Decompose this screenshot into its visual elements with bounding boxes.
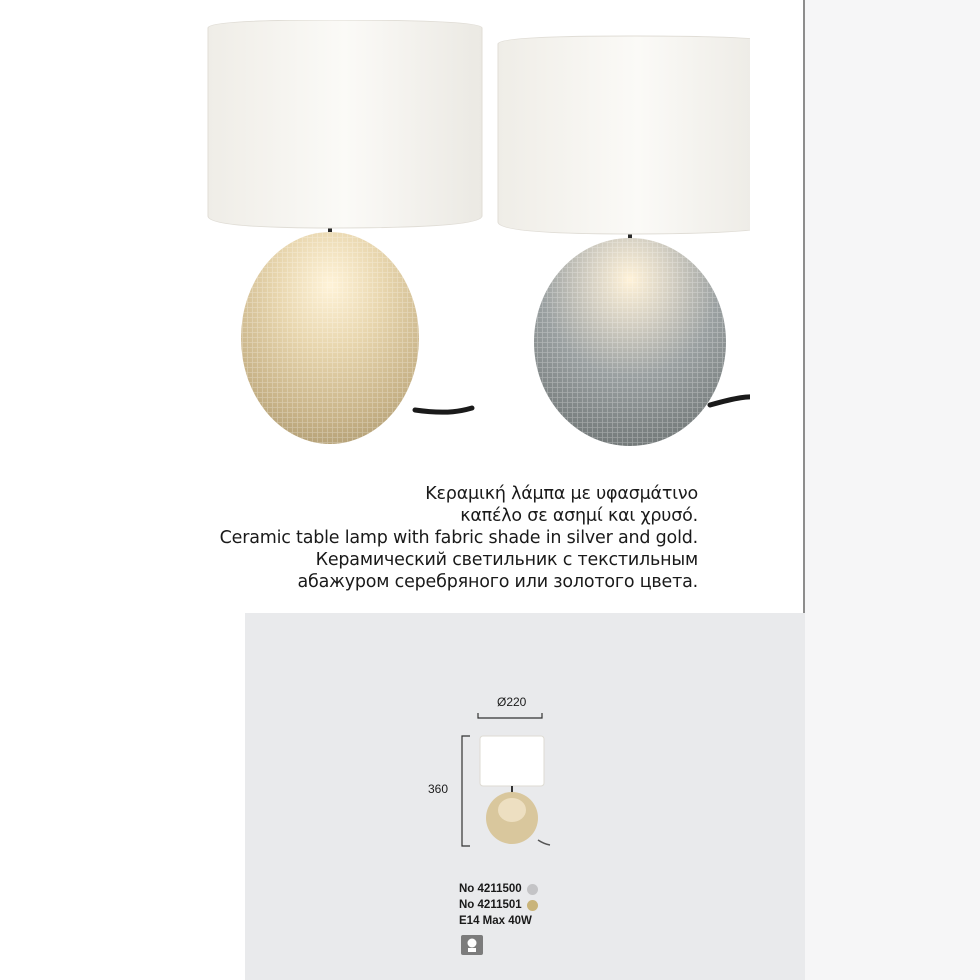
mini-lamp-shade — [480, 736, 544, 786]
mini-lamp-cable — [538, 840, 550, 845]
description-line-english: Ceramic table lamp with fabric shade in silver and gold. — [219, 528, 698, 548]
bulb-spec-text: E14 Max 40W — [459, 915, 532, 927]
gold-lamp-cable — [415, 408, 472, 412]
code-gold: No 4211501 — [459, 899, 522, 911]
description-line-greek-1: Κεραμική λάμπα με υφασμάτινο — [425, 484, 698, 504]
code-silver: No 4211500 — [459, 883, 522, 895]
diameter-label: Ø220 — [497, 695, 527, 709]
product-photo — [190, 20, 750, 460]
code-row-gold — [459, 897, 538, 913]
diameter-bracket — [478, 713, 542, 718]
code-row-silver — [459, 881, 538, 897]
silver-lamp-shade — [498, 36, 750, 234]
indoor-lamp-icon — [461, 935, 483, 955]
bulb-spec — [459, 913, 538, 929]
gold-lamp — [208, 20, 482, 444]
description-line-greek-2: καπέλο σε ασημί και χρυσό. — [460, 506, 698, 526]
page-edge-strip — [803, 0, 980, 980]
lamp-pair-illustration — [190, 20, 750, 460]
gold-lamp-shade — [208, 20, 482, 228]
product-codes — [459, 881, 538, 929]
description-line-russian-2: абажуром серебряного или золотого цвета. — [297, 572, 698, 592]
height-label: 360 — [428, 782, 449, 796]
silver-lamp-cable — [710, 397, 750, 405]
dimension-drawing — [440, 700, 570, 860]
silver-lamp — [498, 36, 750, 446]
silver-swatch-icon — [527, 884, 538, 895]
product-description — [138, 483, 698, 593]
description-line-russian-1: Керамический светильник с текстильным — [315, 550, 698, 570]
gold-swatch-icon — [527, 900, 538, 911]
height-bracket — [462, 736, 470, 846]
